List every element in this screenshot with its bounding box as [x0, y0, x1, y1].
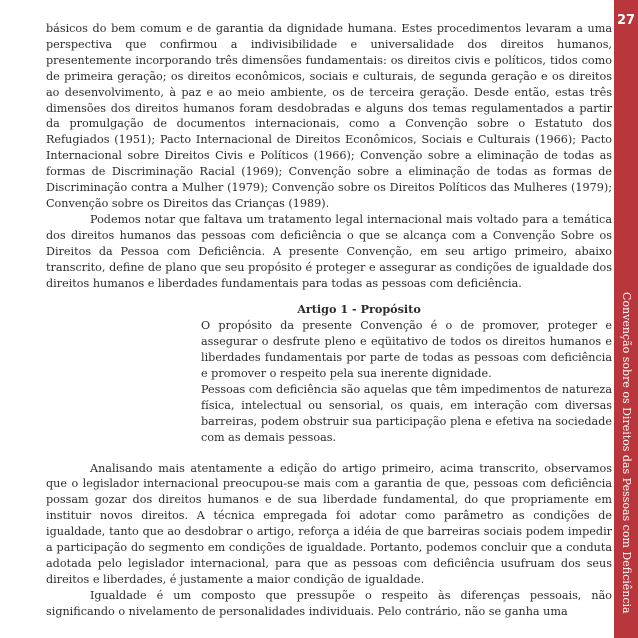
running-title: Convenção sobre os Direitos das Pessoas com Deficiência [620, 292, 633, 614]
article-heading: Artigo 1 - Propósito [297, 302, 421, 317]
paragraph: Igualdade é um composto que pressupõe o respeito às diferenças pessoais, não significando o nivelamento de personalidades individuais. Pelo contrário, não se ganha uma [46, 588, 612, 618]
quoted-article-text: Pessoas com deficiência são aquelas que têm impedimentos de natureza física, intelectual ou sensorial, os quais, em interação com diversas barreiras, podem obstruir sua participação plena e efetiva na sociedade com as demais pessoas. [201, 382, 612, 444]
paragraph: Podemos notar que faltava um tratamento legal internacional mais voltado para a temática dos direitos humanos das pessoas com deficiência o que se alcança com a Convenção Sobre os Direitos da Pessoa com Deficiência. A presente Convenção, em seu artigo primeiro, abaixo transcrito, define de plano que seu propósito é proteger e assegurar as condições de igualdade dos direitos humanos e liberdades fundamentais para todas as pessoas com deficiência. [46, 212, 612, 290]
quoted-article-text: O propósito da presente Convenção é o de promover, proteger e assegurar o desfrute pleno e eqüitativo de todos os direitos humanos e liberdades fundamentais por parte de todas as pessoas com deficiência e promover o respeito pela sua inerente dignidade. [201, 319, 612, 381]
page-number: 27 [616, 13, 636, 28]
paragraph: Analisando mais atentamente a edição do artigo primeiro, acima transcrito, observamos que o legislador internacional preocupou-se mais com a garantia de que, pessoas com deficiência possam gozar dos direitos humanos e de sua liberdade fundamental, do que propriamente em instituir novos direitos. A técnica empregada foi adotar como parâmetro as condições de igualdade, tanto que ao desdobrar o artigo, reforça a idéia de que barreiras sociais podem impedir a participação do segmento em condições de igualdade. Portanto, podemos concluir que a conduta adotada pelo legislador internacional, para que as pessoas com deficiência usufruam dos seus direitos e liberdades, é justamente a maior condição de igualdade. [46, 461, 612, 586]
paragraph: básicos do bem comum e de garantia da dignidade humana. Estes procedimentos levaram a uma perspectiva que confirmou a indivisibilidade e universalidade dos direitos humanos, presentemente incorporando três dimensões fundamentais: os direitos civis e políticos, tidos como de primeira geração; os direitos econômicos, sociais e culturais, de segunda geração e os direitos ao desenvolvimento, à paz e ao meio ambiente, os de terceira geração. Desde então, estas três dimensões dos direitos humanos foram desdobradas e alguns dos temas regulamentados a partir da promulgação de documentos internacionais, como a Convenção sobre o Estatuto dos Refugiados (1951); Pacto Internacional de Direitos Econômicos, Sociais e Culturais (1966); Pacto Internacional sobre Direitos Civis e Políticos (1966); Convenção sobre a eliminação de todas as formas de Discriminação Racial (1969); Convenção sobre a eliminação de todas as formas de Discriminação contra a Mulher (1979); Convenção sobre os Direitos Políticos das Mulheres (1979); Convenção sobre os Direitos das Crianças (1989). [46, 22, 612, 210]
body-text [46, 21, 612, 620]
spacer [46, 446, 612, 461]
